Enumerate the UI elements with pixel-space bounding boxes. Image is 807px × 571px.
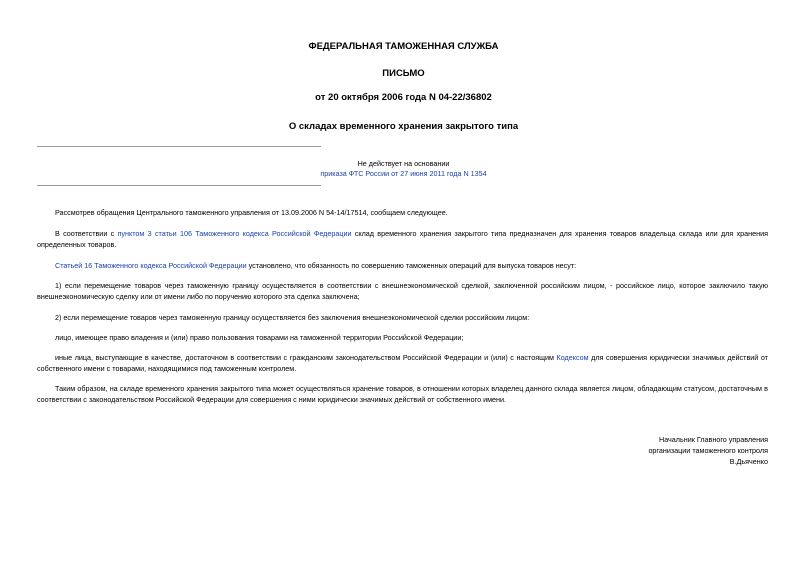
document-type: ПИСЬМО <box>382 68 425 79</box>
paragraph-text: установлено, что обязанность по совершению таможенных операций для выпуска товаров несут: <box>246 261 577 270</box>
paragraph-conclusion: Таким образом, на складе временного хранения закрытого типа может осуществляться хранение товаров, в отношении которых владелец данного склада является лицом, обладающим статусом, достаточным в соответствии с законодательством Российской Федерации для совершения с ними юридически значимых действий от собственного имени. <box>37 384 768 404</box>
status-notice: Не действует на основании <box>357 159 450 168</box>
paragraph-article-16 <box>37 260 768 271</box>
paragraph-text: иные лица, выступающие в качестве, достаточном в соответствии с гражданским законодательством Российской Федерации и (или) с настоящим <box>55 353 557 362</box>
paragraph-article-106 <box>37 228 768 250</box>
agency-title: ФЕДЕРАЛЬНАЯ ТАМОЖЕННАЯ СЛУЖБА <box>308 41 499 52</box>
divider-bottom <box>37 185 321 186</box>
document-subject: О складах временного хранения закрытого типа <box>288 121 519 132</box>
signature-name: В.Дьяченко <box>729 457 768 466</box>
code-link[interactable]: Кодексом <box>556 353 589 362</box>
document-date-number: от 20 октября 2006 года N 04-22/36802 <box>315 92 492 103</box>
customs-code-article-106-link[interactable]: пунктом 3 статьи 106 Таможенного кодекса Российской Федерации <box>117 229 352 238</box>
divider-top <box>37 146 321 147</box>
status-notice-link-line <box>0 168 807 179</box>
signature-position: Начальник Главного управления <box>659 435 768 444</box>
customs-code-article-16-link[interactable]: Статьей 16 Таможенного кодекса Российской Федерации <box>55 261 247 270</box>
paragraph-item-1: 1) если перемещение товаров через таможенную границу осуществляется в соответствии с внешнеэкономической сделкой, заключенной российским лицом, - российское лицо, которое заключило такую внешнеэкономическую сделку или от имени либо по поручению которого эта сделка заключена; <box>37 281 768 301</box>
paragraph-text: для совершения юридически значимых действий от собственного имени с товарами, находящимися под таможенным контролем. <box>37 353 768 373</box>
paragraph-intro: Рассмотрев обращения Центрального таможенного управления от 13.09.2006 N 54-14/17514, сообщаем следующее. <box>55 208 448 217</box>
paragraph-other-persons <box>37 352 768 374</box>
paragraph-owner: лицо, имеющее право владения и (или) право пользования товарами на таможенной территории Российской Федерации; <box>55 333 464 342</box>
signature-department: организации таможенного контроля <box>648 446 768 455</box>
paragraph-item-2: 2) если перемещение товаров через таможенную границу осуществляется без заключения внешнеэкономической сделки российским лицом: <box>55 313 530 322</box>
repeal-order-link[interactable]: приказа ФТС России от 27 июня 2011 года N 1354 <box>320 169 487 178</box>
paragraph-text: склад временного хранения закрытого типа предназначен для хранения товаров владельца склада или для хранения определенных товаров. <box>37 229 768 249</box>
paragraph-text: В соответствии с <box>55 229 118 238</box>
